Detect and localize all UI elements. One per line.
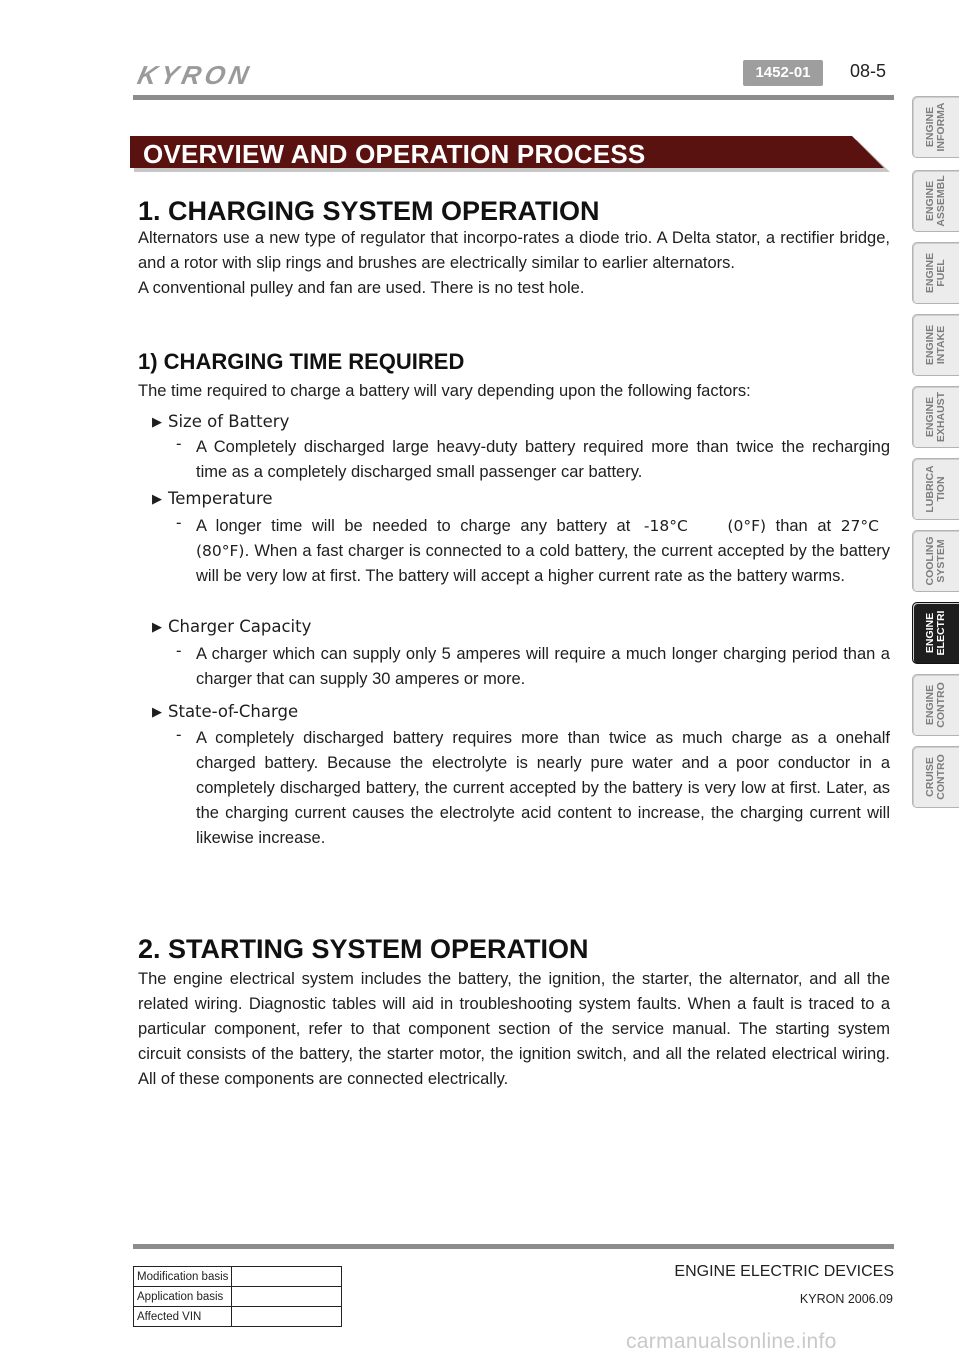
- table-row: [134, 1287, 342, 1307]
- section-heading-charging: 1. CHARGING SYSTEM OPERATION: [138, 196, 600, 226]
- factor-label: Size of Battery: [168, 412, 290, 431]
- modification-table: [133, 1266, 342, 1327]
- factor-label: Temperature: [168, 489, 273, 508]
- temperature-value-80f: (80°F).: [196, 542, 250, 560]
- temperature-value-minus-18c: -18°C: [643, 517, 688, 535]
- side-tab-cooling-system[interactable]: [912, 530, 959, 592]
- modification-basis-value: [232, 1267, 342, 1287]
- dash-marker: -: [176, 435, 182, 453]
- side-tab-engine-exhaust[interactable]: [912, 386, 959, 448]
- header-rule: [133, 95, 894, 100]
- side-tab-engine-fuel[interactable]: [912, 242, 959, 304]
- application-basis-label: Application basis: [134, 1287, 232, 1307]
- kyron-logo: KYRON: [134, 60, 256, 90]
- side-tab-label: ENGINE EXHAUST: [924, 391, 947, 443]
- factor-state-of-charge: [152, 702, 298, 721]
- side-tab-label: ENGINE INFORMA: [924, 102, 947, 152]
- factor-temperature-text-line1: [196, 514, 890, 539]
- side-tab-engine-intake[interactable]: [912, 314, 959, 376]
- footer-section-name: ENGINE ELECTRIC DEVICES: [674, 1263, 894, 1280]
- charging-overview-paragraph-2: A conventional pulley and fan are used. There is no test hole.: [138, 279, 585, 297]
- triangle-bullet-icon: ▶: [152, 705, 162, 720]
- triangle-bullet-icon: ▶: [152, 492, 162, 507]
- dash-marker: -: [176, 642, 182, 660]
- factor-size-of-battery-text: A Completely discharged large heavy-duty battery required more than twice the recharging time as a completely discharged small passenger car battery.: [196, 438, 890, 481]
- factor-size-of-battery: [152, 412, 289, 431]
- section-banner: [130, 136, 890, 172]
- temperature-value-27c: 27°C: [840, 517, 879, 535]
- factor-charger-capacity: [152, 617, 311, 636]
- banner-title: OVERVIEW AND OPERATION PROCESS: [143, 139, 646, 169]
- side-tab-engine-control[interactable]: [912, 674, 959, 736]
- charging-time-intro: The time required to charge a battery will vary depending upon the following factors:: [138, 382, 751, 400]
- section-heading-starting: 2. STARTING SYSTEM OPERATION: [138, 934, 589, 964]
- temperature-value-0f: (0°F): [727, 517, 767, 535]
- temperature-text-c: When a fast charger is connected to a cold battery, the current accepted by the battery will be very low at first. The battery will accept a higher current rate as the battery warms.: [196, 542, 890, 585]
- factor-label: State-of-Charge: [168, 702, 299, 721]
- starting-system-paragraph: The engine electrical system includes the battery, the ignition, the starter, the alternator, and all the related wiring. Diagnostic tables will aid in troubleshooting system faults. When a fault is traced to a particular component, refer to that component section of the service manual. The starting system circuit consists of the battery, the starter motor, the ignition switch, and all the related electrical wiring. All of these components are connected electrically.: [138, 970, 890, 1088]
- affected-vin-label: Affected VIN: [134, 1307, 232, 1327]
- factor-state-of-charge-text: A completely discharged battery requires more than twice as much charge as a onehalf charged battery. Because the electrolyte is nearly pure water and a poor conductor in a completely discharged battery, the current accepted by the battery is very low at first. Later, as the charging current causes the electrolyte acid content to increase, the charging current will likewise increase.: [196, 729, 890, 847]
- dash-marker: -: [176, 514, 182, 532]
- document-code-badge: 1452-01: [743, 60, 823, 86]
- side-tab-label: CRUISE CONTRO: [924, 754, 947, 800]
- footer-rule: [133, 1244, 894, 1249]
- temperature-text-b: than at: [775, 517, 832, 535]
- temperature-text-a: A longer time will be needed to charge any battery at: [196, 517, 631, 535]
- application-basis-value: [232, 1287, 342, 1307]
- page-number: 08-5: [850, 61, 887, 81]
- side-tab-label: COOLING SYSTEM: [924, 536, 947, 586]
- watermark: carmanualsonline.info: [626, 1330, 837, 1353]
- side-tab-label: LUBRICA TION: [924, 465, 947, 513]
- side-tab-engine-information[interactable]: [912, 96, 959, 158]
- side-tab-lubrication[interactable]: [912, 458, 959, 520]
- side-tab-engine-electric[interactable]: [912, 602, 959, 664]
- affected-vin-value: [232, 1307, 342, 1327]
- subsection-heading-charging-time: 1) CHARGING TIME REQUIRED: [138, 349, 465, 374]
- side-tab-label: ENGINE FUEL: [924, 252, 947, 294]
- triangle-bullet-icon: ▶: [152, 620, 162, 635]
- factor-charger-capacity-text: A charger which can supply only 5 amperes will require a much longer charging period than a charger that can supply 30 amperes or more.: [196, 645, 890, 688]
- modification-basis-label: Modification basis: [134, 1267, 232, 1287]
- footer-model-date: KYRON 2006.09: [799, 1292, 893, 1306]
- dash-marker: -: [176, 726, 182, 744]
- factor-label: Charger Capacity: [168, 617, 312, 636]
- factor-temperature-text-rest: [196, 539, 890, 589]
- factor-temperature: [152, 489, 273, 508]
- side-tab-label: ENGINE CONTRO: [924, 682, 947, 728]
- triangle-bullet-icon: ▶: [152, 415, 162, 430]
- charging-overview-paragraph: Alternators use a new type of regulator that incorpo-rates a diode trio. A Delta stator, a rectifier bridge, and a rotor with slip rings and brushes are electrically similar to earlier alternators.: [138, 229, 890, 272]
- side-tab-label: ENGINE INTAKE: [924, 324, 947, 366]
- side-tab-label: ENGINE ELECTRI: [924, 610, 947, 656]
- table-row: [134, 1267, 342, 1287]
- side-tab-engine-assembly[interactable]: [912, 170, 959, 232]
- table-row: [134, 1307, 342, 1327]
- side-tab-cruise-control[interactable]: [912, 746, 959, 808]
- side-tab-label: ENGINE ASSEMBL: [924, 175, 947, 227]
